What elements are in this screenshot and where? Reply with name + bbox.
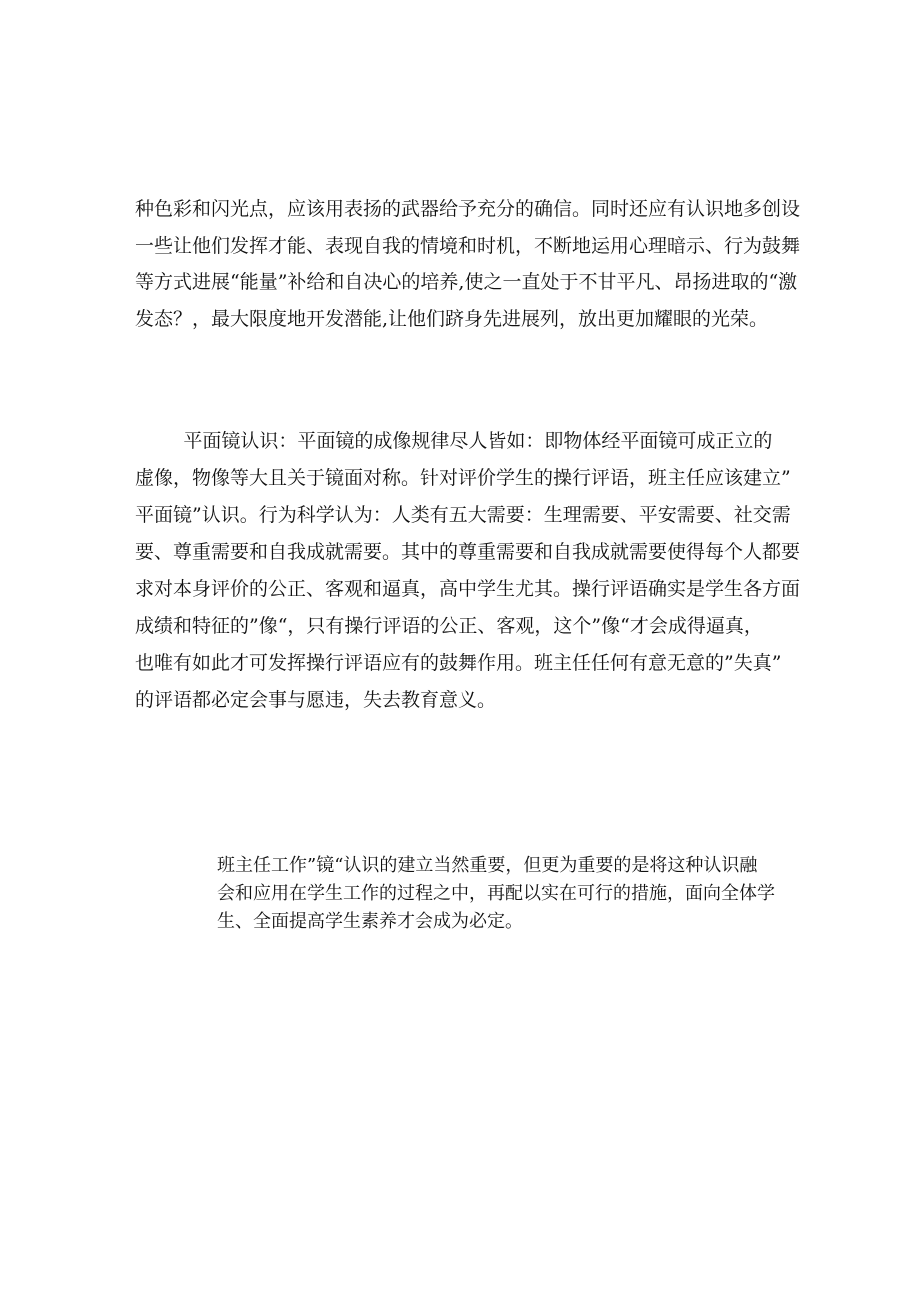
paragraph-line: 一些让他们发挥才能、表现自我的情境和时机，不断地运用心理暗示、行为鼓舞 <box>135 234 801 257</box>
paragraph-line: 发态？，最大限度地开发潜能,让他们跻身先进展列，放出更加耀眼的光荣。 <box>135 307 769 330</box>
paragraph-line: 班主任工作”镜“认识的建立当然重要，但更为重要的是将这种认识融 <box>217 855 758 876</box>
paragraph-line: 种色彩和闪光点，应该用表扬的武器给予充分的确信。同时还应有认识地多创设 <box>135 198 801 220</box>
paragraph-praise-and-motivation <box>135 191 801 337</box>
paragraph-line: 生、全面提高学生素养才会成为必定。 <box>217 911 523 932</box>
paragraph-conclusion <box>217 852 792 936</box>
paragraph-line: 虚像，物像等大且关于镜面对称。针对评价学生的操行评语，班主任应该建立” <box>135 467 791 489</box>
paragraph-line: 求对本身评价的公正、客观和逼真，高中学生尤其。操行评语确实是学生各方面 <box>135 578 801 600</box>
paragraph-line: 要、尊重需要和自我成就需要。其中的尊重需要和自我成就需要使得每个人都要 <box>135 541 801 563</box>
paragraph-line: 成绩和特征的”像“，只有操行评语的公正、客观，这个”像“才会成得逼真， <box>135 615 763 637</box>
paragraph-line: 的评语都必定会事与愿违，失去教育意义。 <box>135 689 497 711</box>
paragraph-plane-mirror-awareness <box>135 423 801 719</box>
paragraph-line: 等方式进展“能量”补给和自决心的培养,使之一直处于不甘平凡、昂扬进取的“激 <box>135 271 798 293</box>
paragraph-line: 平面镜认识：平面镜的成像规律尽人皆如：即物体经平面镜可成正立的 <box>135 430 773 452</box>
paragraph-line: 会和应用在学生工作的过程之中，再配以实在可行的措施，面向全体学 <box>217 883 775 904</box>
paragraph-line: 平面镜”认识。行为科学认为：人类有五大需要：生理需要、平安需要、社交需 <box>135 504 791 526</box>
paragraph-line: 也唯有如此才可发挥操行评语应有的鼓舞作用。班主任任何有意无意的”失真” <box>135 652 782 674</box>
